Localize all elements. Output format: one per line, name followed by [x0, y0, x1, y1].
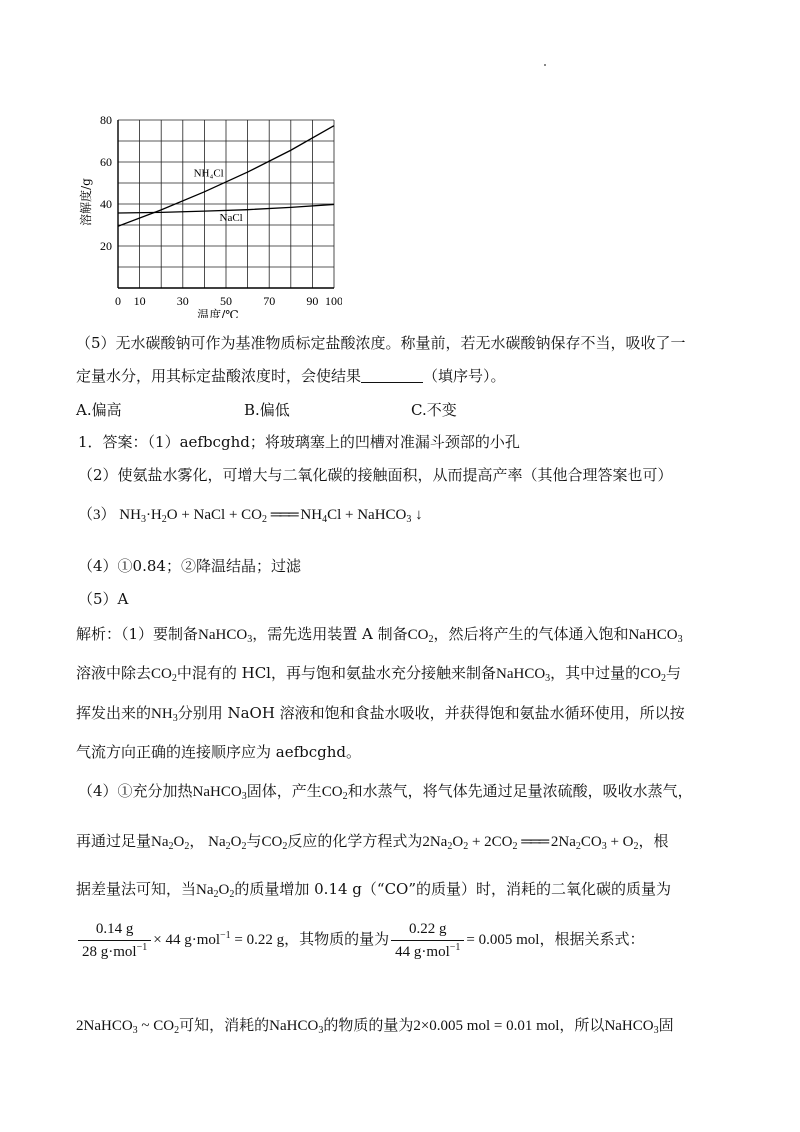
analysis-text: 分别用 NaOH 溶液和饱和食盐水吸收，并获得饱和氨盐水循环使用，所以按: [177, 704, 685, 722]
analysis-p1-line3: 挥发出来的$NH_3$分别用 NaOH 溶液和饱和食盐水吸收，并获得饱和氨盐水循环使用，所以按: [76, 704, 685, 724]
analysis-text: 固体，产生: [246, 782, 322, 800]
q5-line2b: （填序号）。: [423, 367, 506, 385]
y-tick-label: 40: [100, 197, 112, 211]
analysis-text: ，根: [638, 832, 669, 850]
y-tick-label: 60: [100, 155, 112, 169]
x-axis-label: 温度/℃: [197, 308, 239, 318]
analysis-p4-line3: 据差量法可知，当$Na_2O_2$的质量增加 0.14 g（“CO”的质量）时，消耗的二氧化碳的质量为: [76, 880, 672, 900]
answer-3-prefix: （3）: [78, 507, 116, 523]
answer-3: （3） $NH_3\cdot H_2O$ + NaCl + $CO_2$ ═══ $NH_4Cl$ + NaHCO$_3$ ↓: [78, 507, 423, 525]
x-tick-label: 10: [133, 294, 146, 308]
fraction: $\frac{0.22 g}{44 g\cdot mol^{-1}}$: [391, 920, 464, 961]
analysis-p4-line1: （4）①充分加热NaHCO$_3$固体，产生$CO_2$和水蒸气，将气体先通过足量浓硫酸，吸收水蒸气，: [78, 782, 693, 802]
analysis-p4-line2: 再通过足量$Na_2O_2$， $Na_2O_2$与$CO_2$反应的化学方程式为$2Na_2O_2 + 2CO_2$ ═══ $2Na_2CO_3 + O_2$，根: [76, 832, 669, 852]
analysis-text: ，所以: [559, 1016, 605, 1034]
option-b: B.偏低: [244, 401, 290, 419]
analysis-text: 可知，消耗的: [179, 1016, 270, 1034]
analysis-text: 中混有的 HCl，再与饱和氨盐水充分接触来制备: [176, 664, 496, 682]
decorative-dot: [544, 64, 546, 66]
chart-svg: [72, 108, 342, 318]
analysis-text: ，其物质的量为: [284, 929, 390, 948]
x-tick-label: 100: [325, 294, 342, 308]
y-tick-label: 80: [100, 113, 112, 127]
x-tick-label: 90: [306, 294, 319, 308]
option-a: A.偏高: [76, 401, 122, 419]
y-tick-label: 20: [100, 239, 112, 253]
q5-line1: （5）无水碳酸钠可作为基准物质标定盐酸浓度。称量前，若无水碳酸钠保存不当，吸收了一: [76, 334, 686, 352]
analysis-text: 溶液中除去: [76, 664, 152, 682]
q5-line2: [76, 366, 506, 386]
answer-2: （2）使氨盐水雾化，可增大与二氧化碳的接触面积，从而提高产率（其他合理答案也可）: [78, 466, 673, 484]
analysis-p4-line5: 2NaHCO$_3$ ~ $CO_2$可知，消耗的NaHCO$_3$的物质的量为2×0.005 mol = 0.01 mol，所以NaHCO$_3$固: [76, 1016, 674, 1036]
analysis-text: 据差量法可知，当: [76, 880, 197, 898]
x-tick-label: 70: [263, 294, 276, 308]
series-label-nacl: NaCl: [219, 211, 243, 224]
q5-line2a: 定量水分，用其标定盐酸浓度时，会使结果: [76, 367, 362, 385]
analysis-text: （4）①充分加热: [78, 782, 193, 800]
analysis-p1-line2: 溶液中除去$CO_2$中混有的 HCl，再与饱和氨盐水充分接触来制备NaHCO$_3$，其中过量的$CO_2$与: [76, 664, 682, 684]
analysis-p4-line4: $\frac{0.14 g}{28 g\cdot mol^{-1}}$ × 44 g·mol$^{-1}$ = 0.22 g，其物质的量为 $\frac{0.22 g}{44 g\cdot mol^{-1}}$ = 0.005 mol，根据关系式：: [76, 920, 644, 961]
analysis-text: 再通过足量: [76, 832, 152, 850]
answer-5: （5）A: [78, 590, 129, 608]
analysis-text: 与: [246, 832, 262, 850]
analysis-text: 挥发出来的: [76, 704, 152, 722]
analysis-text: ，: [189, 832, 205, 850]
analysis-text: 解析：（1）要制备: [76, 625, 199, 643]
analysis-text: 与: [666, 664, 682, 682]
analysis-p1-line1: 解析：（1）要制备NaHCO$_3$，需先选用装置 A 制备$CO_2$，然后将产生的气体通入饱和NaHCO$_3$: [76, 625, 683, 645]
analysis-text: 固: [658, 1016, 674, 1034]
analysis-p1-line4: 气流方向正确的连接顺序应为 aefbcghd。: [76, 743, 362, 761]
analysis-text: ，根据关系式：: [539, 929, 645, 948]
answer-1: 1．答案：（1）aefbcghd；将玻璃塞上的凹槽对准漏斗颈部的小孔: [78, 433, 520, 451]
analysis-text: 反应的化学方程式为: [287, 832, 423, 850]
analysis-text: 和水蒸气，将气体先通过足量浓硫酸，吸收水蒸气，: [347, 782, 693, 800]
solubility-chart: [72, 108, 342, 318]
y-axis-label: 溶解度/g: [79, 178, 93, 226]
answer-4: （4）①0.84；②降温结晶；过滤: [78, 557, 301, 575]
analysis-text: ，其中过量的: [550, 664, 641, 682]
x-tick-label: 50: [220, 294, 232, 308]
x-tick-label: 30: [176, 294, 189, 308]
series-label-nh4cl: NH₄Cl: [193, 167, 224, 180]
x-tick-label: 0: [115, 294, 121, 308]
analysis-text: 的物质的量为: [323, 1016, 414, 1034]
option-c: C.不变: [411, 401, 457, 419]
analysis-text: ，需先选用装置 A 制备: [252, 625, 408, 643]
answer-blank: [361, 368, 423, 383]
analysis-text: ，然后将产生的气体通入饱和: [433, 625, 629, 643]
fraction: $\frac{0.14 g}{28 g\cdot mol^{-1}}$: [78, 920, 151, 961]
analysis-text: 的质量增加 0.14 g（“CO”的质量）时，消耗的二氧化碳的质量为: [234, 880, 672, 898]
